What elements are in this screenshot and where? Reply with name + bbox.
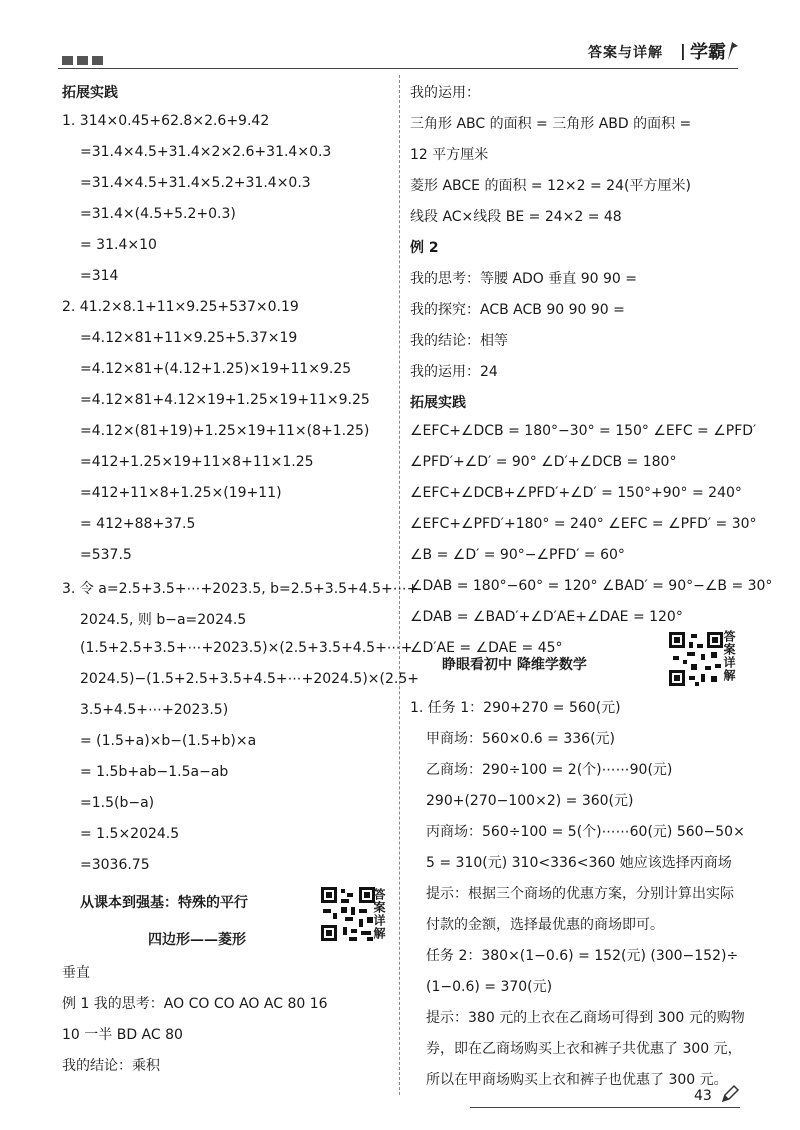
left-line: =31.4×4.5+31.4×2×2.6+31.4×0.3 bbox=[80, 144, 332, 160]
header-square-3 bbox=[92, 56, 103, 65]
right-line: ∠DAB = 180°−60° = 120° ∠BAD′ = 90°−∠B = 30° bbox=[410, 578, 773, 594]
right-line: 线段 AC×线段 BE = 24×2 = 48 bbox=[410, 209, 622, 225]
right-after-line: 所以在甲商场购买上衣和裤子也优惠了 300 元。 bbox=[426, 1072, 728, 1088]
qr-label: 答案详解 bbox=[722, 630, 736, 682]
left-line: 2. 41.2×8.1+11×9.25+537×0.19 bbox=[62, 299, 299, 315]
right-after-line: 券，即在乙商场购买上衣和裤子共优惠了 300 元， bbox=[426, 1041, 742, 1057]
right-line: 拓展实践 bbox=[410, 395, 466, 411]
right-after-line: 付款的金额，选择最优惠的商场即可。 bbox=[426, 917, 664, 933]
left-line: = 1.5×2024.5 bbox=[80, 826, 180, 842]
right-line: ∠EFC+∠PFD′+180° = 240° ∠EFC = ∠PFD′ = 30° bbox=[410, 516, 757, 532]
page-number: 43 bbox=[694, 1088, 712, 1104]
left-line: =412+1.25×19+11×8+11×1.25 bbox=[80, 454, 314, 470]
right-line: ∠D′AE = ∠DAE = 45° bbox=[410, 640, 563, 656]
left-after-line: 我的结论：乘积 bbox=[62, 1058, 160, 1074]
left-line: 拓展实践 bbox=[62, 85, 118, 101]
left-line: (1.5+2.5+3.5+⋯+2023.5)×(2.5+3.5+4.5+⋯+ bbox=[80, 640, 413, 656]
right-after-line: 290+(270−100×2) = 360(元) bbox=[426, 793, 634, 809]
right-after-line: (1−0.6) = 370(元) bbox=[426, 979, 553, 995]
right-after-line: 提示：380 元的上衣在乙商场可得到 300 元的购物 bbox=[426, 1010, 745, 1026]
left-after-line: 垂直 bbox=[62, 965, 90, 981]
header-rule bbox=[58, 68, 738, 69]
brand-flag-icon bbox=[726, 38, 740, 62]
left-line: =314 bbox=[80, 268, 119, 284]
section-title-junior-high: 睁眼看初中 降维学数学 bbox=[442, 657, 587, 673]
left-line: 2024.5)−(1.5+2.5+3.5+4.5+⋯+2024.5)×(2.5+ bbox=[80, 671, 419, 687]
left-line: 1. 314×0.45+62.8×2.6+9.42 bbox=[62, 113, 270, 129]
left-line: 2024.5, 则 b−a=2024.5 bbox=[80, 612, 247, 628]
section-title-rhombus-1: 从课本到强基：特殊的平行 bbox=[80, 895, 248, 911]
right-line: 菱形 ABCE 的面积 = 12×2 = 24(平方厘米) bbox=[410, 178, 691, 194]
right-line: 12 平方厘米 bbox=[410, 147, 489, 163]
left-line: =4.12×81+11×9.25+5.37×19 bbox=[80, 330, 298, 346]
header-square-1 bbox=[62, 56, 73, 65]
header-square-2 bbox=[77, 56, 88, 65]
right-line: 我的探究：ACB ACB 90 90 90 = bbox=[410, 302, 625, 318]
right-after-line: 任务 2：380×(1−0.6) = 152(元) (300−152)÷ bbox=[426, 948, 739, 964]
left-after-line: 10 一半 BD AC 80 bbox=[62, 1027, 183, 1043]
header-brand: 学霸 bbox=[690, 42, 726, 63]
qr-code-icon[interactable] bbox=[662, 630, 730, 688]
right-after-line: 1. 任务 1：290+270 = 560(元) bbox=[410, 700, 621, 716]
left-line: = 1.5b+ab−1.5a−ab bbox=[80, 764, 229, 780]
left-line: = 412+88+37.5 bbox=[80, 516, 196, 532]
right-line: 我的思考：等腰 ADO 垂直 90 90 = bbox=[410, 271, 637, 287]
left-line: =3036.75 bbox=[80, 857, 150, 873]
left-line: = (1.5+a)×b−(1.5+b)×a bbox=[80, 733, 257, 749]
right-line: 三角形 ABC 的面积 = 三角形 ABD 的面积 = bbox=[410, 116, 692, 132]
right-line: ∠PFD′+∠D′ = 90° ∠D′+∠DCB = 180° bbox=[410, 454, 677, 470]
section-title-rhombus-2: 四边形——菱形 bbox=[148, 932, 246, 948]
right-line: ∠B = ∠D′ = 90°−∠PFD′ = 60° bbox=[410, 547, 625, 563]
right-after-line: 甲商场：560×0.6 = 336(元) bbox=[426, 731, 615, 747]
right-after-line: 5 = 310(元) 310<336<360 她应该选择丙商场 bbox=[426, 855, 732, 871]
right-line: ∠DAB = ∠BAD′+∠D′AE+∠DAE = 120° bbox=[410, 609, 683, 625]
left-line: =412+11×8+1.25×(19+11) bbox=[80, 485, 282, 501]
right-line: 我的结论：相等 bbox=[410, 333, 508, 349]
left-line: =537.5 bbox=[80, 547, 132, 563]
left-line: =1.5(b−a) bbox=[80, 795, 155, 811]
left-line: 3.5+4.5+⋯+2023.5) bbox=[80, 702, 229, 718]
pencil-icon bbox=[720, 1084, 740, 1104]
left-line: =4.12×(81+19)+1.25×19+11×(8+1.25) bbox=[80, 423, 370, 439]
right-line: 例 2 bbox=[410, 240, 439, 256]
right-after-line: 提示：根据三个商场的优惠方案，分别计算出实际 bbox=[426, 886, 734, 902]
right-after-line: 丙商场：560÷100 = 5(个)⋯⋯60(元) 560−50× bbox=[426, 824, 745, 840]
right-line: 我的运用：24 bbox=[410, 364, 498, 380]
left-line: =31.4×(4.5+5.2+0.3) bbox=[80, 206, 236, 222]
left-after-line: 例 1 我的思考：AO CO CO AO AC 80 16 bbox=[62, 996, 328, 1012]
right-after-line: 乙商场：290÷100 = 2(个)⋯⋯90(元) bbox=[426, 762, 673, 778]
left-line: 3. 令 a=2.5+3.5+⋯+2023.5, b=2.5+3.5+4.5+⋯+ bbox=[62, 581, 419, 597]
left-line: =4.12×81+4.12×19+1.25×19+11×9.25 bbox=[80, 392, 370, 408]
right-line: ∠EFC+∠DCB = 180°−30° = 150° ∠EFC = ∠PFD′ bbox=[410, 423, 757, 439]
left-line: = 31.4×10 bbox=[80, 237, 157, 253]
left-line: =31.4×4.5+31.4×5.2+31.4×0.3 bbox=[80, 175, 311, 191]
header-separator: | bbox=[680, 41, 686, 60]
left-line: =4.12×81+(4.12+1.25)×19+11×9.25 bbox=[80, 361, 352, 377]
header-title: 答案与详解 bbox=[588, 45, 663, 61]
qr-label: 答案详解 bbox=[372, 888, 386, 940]
footer-rule bbox=[470, 1107, 740, 1108]
right-line: ∠EFC+∠DCB+∠PFD′+∠D′ = 150°+90° = 240° bbox=[410, 485, 742, 501]
right-line: 我的运用： bbox=[410, 85, 480, 101]
